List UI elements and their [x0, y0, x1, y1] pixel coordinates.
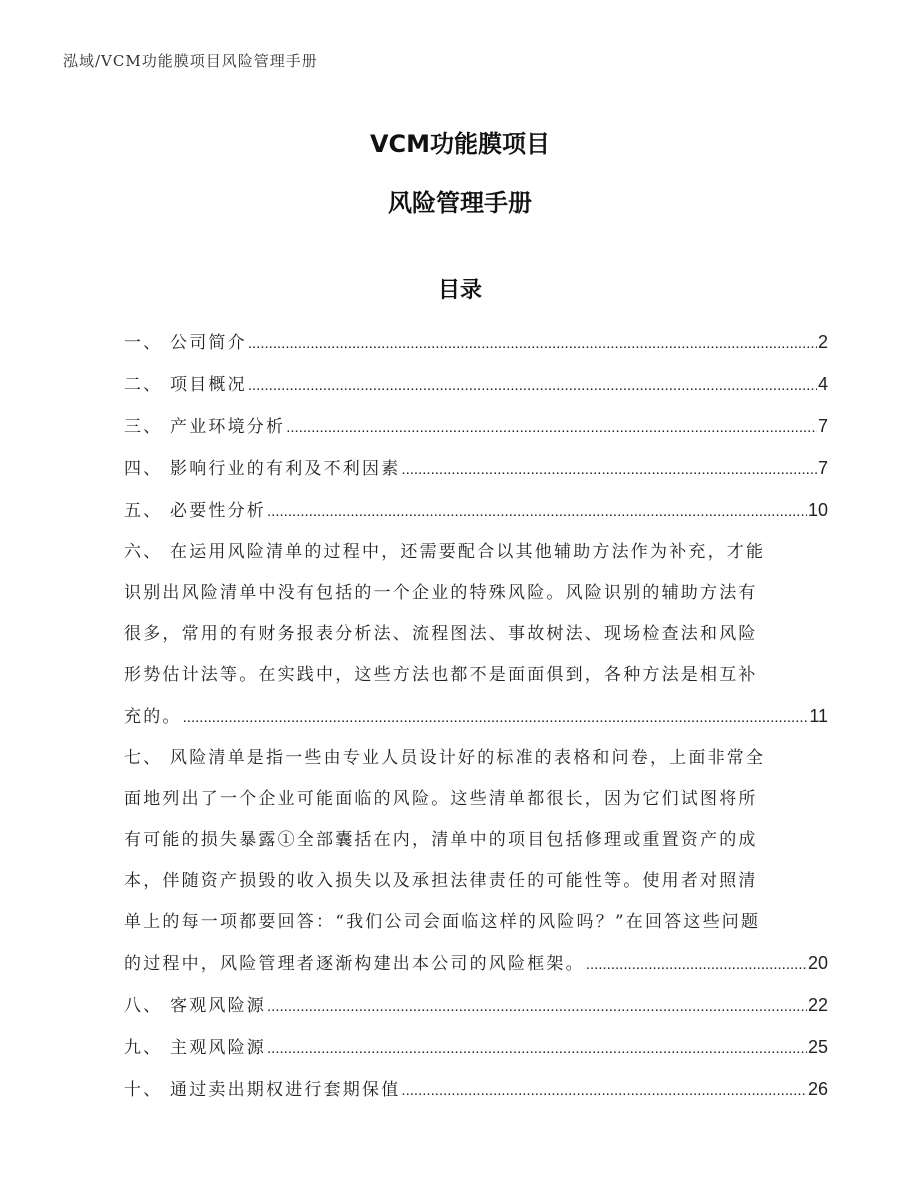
toc-entry-row: [124, 490, 828, 532]
toc-entry-row: [124, 448, 828, 490]
toc-page-number: 4: [817, 374, 828, 394]
toc-entry-text-line: 有可能的损失暴露①全部囊括在内，清单中的项目包括修理或重置资产的成: [124, 830, 758, 850]
toc-entry-row: [124, 943, 828, 985]
toc-entry[interactable]: [124, 985, 828, 1027]
toc-entry-text-line: 单上的每一项都要回答：“我们公司会面临这样的风险吗？”在回答这些问题: [124, 912, 761, 932]
toc-entry-text-line: 很多，常用的有财务报表分析法、流程图法、事故树法、现场检查法和风险: [124, 624, 758, 644]
toc-entry-text-line: 识别出风险清单中没有包括的一个企业的特殊风险。风险识别的辅助方法有: [124, 583, 758, 603]
toc-entry[interactable]: [124, 406, 828, 448]
toc-dot-leader: [248, 323, 817, 364]
toc-page-number: 25: [807, 1037, 828, 1057]
toc-dot-leader: [401, 449, 817, 490]
toc-entry[interactable]: [124, 1027, 828, 1069]
toc-entry[interactable]: [124, 1069, 828, 1111]
toc-entry-title: 充的。: [124, 707, 182, 727]
toc-dot-leader: [267, 986, 807, 1027]
toc-entry-title: 五、 必要性分析: [124, 501, 267, 521]
document-title: VCM功能膜项目: [369, 130, 551, 158]
toc-page-number: 7: [817, 416, 828, 436]
toc-entry-title: 四、 影响行业的有利及不利因素: [124, 459, 401, 479]
toc-page-number: 11: [809, 706, 828, 726]
toc-entry-text-line: 六、 在运用风险清单的过程中，还需要配合以其他辅助方法作为补充，才能: [124, 542, 766, 562]
toc-page-number: 20: [807, 953, 828, 973]
toc-heading: 目录: [437, 278, 482, 303]
toc-page-number: 7: [817, 458, 828, 478]
toc-dot-leader: [183, 697, 809, 738]
toc-entry-title: 的过程中，风险管理者逐渐构建出本公司的风险框架。: [124, 954, 585, 974]
toc-entry-text-line: 面地列出了一个企业可能面临的风险。这些清单都很长，因为它们试图将所: [124, 789, 758, 809]
toc-page-number: 2: [817, 332, 828, 352]
toc-entry[interactable]: [124, 322, 828, 364]
running-header: 泓域/VCM功能膜项目风险管理手册: [63, 52, 318, 70]
toc-entry-text-line: 本，伴随资产损毁的收入损失以及承担法律责任的可能性等。使用者对照清: [124, 871, 758, 891]
toc-dot-leader: [586, 944, 807, 985]
toc-entry-title: 九、 主观风险源: [124, 1038, 267, 1058]
toc-dot-leader: [267, 1028, 807, 1069]
toc-entry-title: 十、 通过卖出期权进行套期保值: [124, 1080, 401, 1100]
table-of-contents: [124, 322, 828, 1111]
toc-dot-leader: [286, 407, 817, 448]
document-subtitle: 风险管理手册: [388, 189, 532, 217]
toc-entry-title: 一、 公司简介: [124, 333, 247, 353]
toc-entry-title: 八、 客观风险源: [124, 996, 267, 1016]
toc-page-number: 26: [807, 1079, 828, 1099]
toc-entry[interactable]: [124, 448, 828, 490]
toc-entry[interactable]: [124, 364, 828, 406]
toc-entry-title: 二、 项目概况: [124, 375, 247, 395]
toc-entry-row: [124, 322, 828, 364]
toc-dot-leader: [248, 365, 817, 406]
toc-entry-text-line: 七、 风险清单是指一些由专业人员设计好的标准的表格和问卷，上面非常全: [124, 748, 766, 768]
toc-entry-text-line: 形势估计法等。在实践中，这些方法也都不是面面俱到，各种方法是相互补: [124, 665, 758, 685]
toc-entry-row: [124, 1027, 828, 1069]
toc-entry[interactable]: [124, 738, 828, 985]
toc-entry-row: [124, 985, 828, 1027]
toc-dot-leader: [267, 491, 807, 532]
toc-entry-title: 三、 产业环境分析: [124, 417, 286, 437]
toc-entry-row: [124, 364, 828, 406]
toc-page-number: 10: [807, 500, 828, 520]
toc-entry-row: [124, 696, 828, 738]
toc-entry[interactable]: [124, 532, 828, 738]
toc-entry-row: [124, 1069, 828, 1111]
toc-page-number: 22: [807, 995, 828, 1015]
toc-entry[interactable]: [124, 490, 828, 532]
toc-entry-row: [124, 406, 828, 448]
toc-dot-leader: [401, 1070, 807, 1111]
